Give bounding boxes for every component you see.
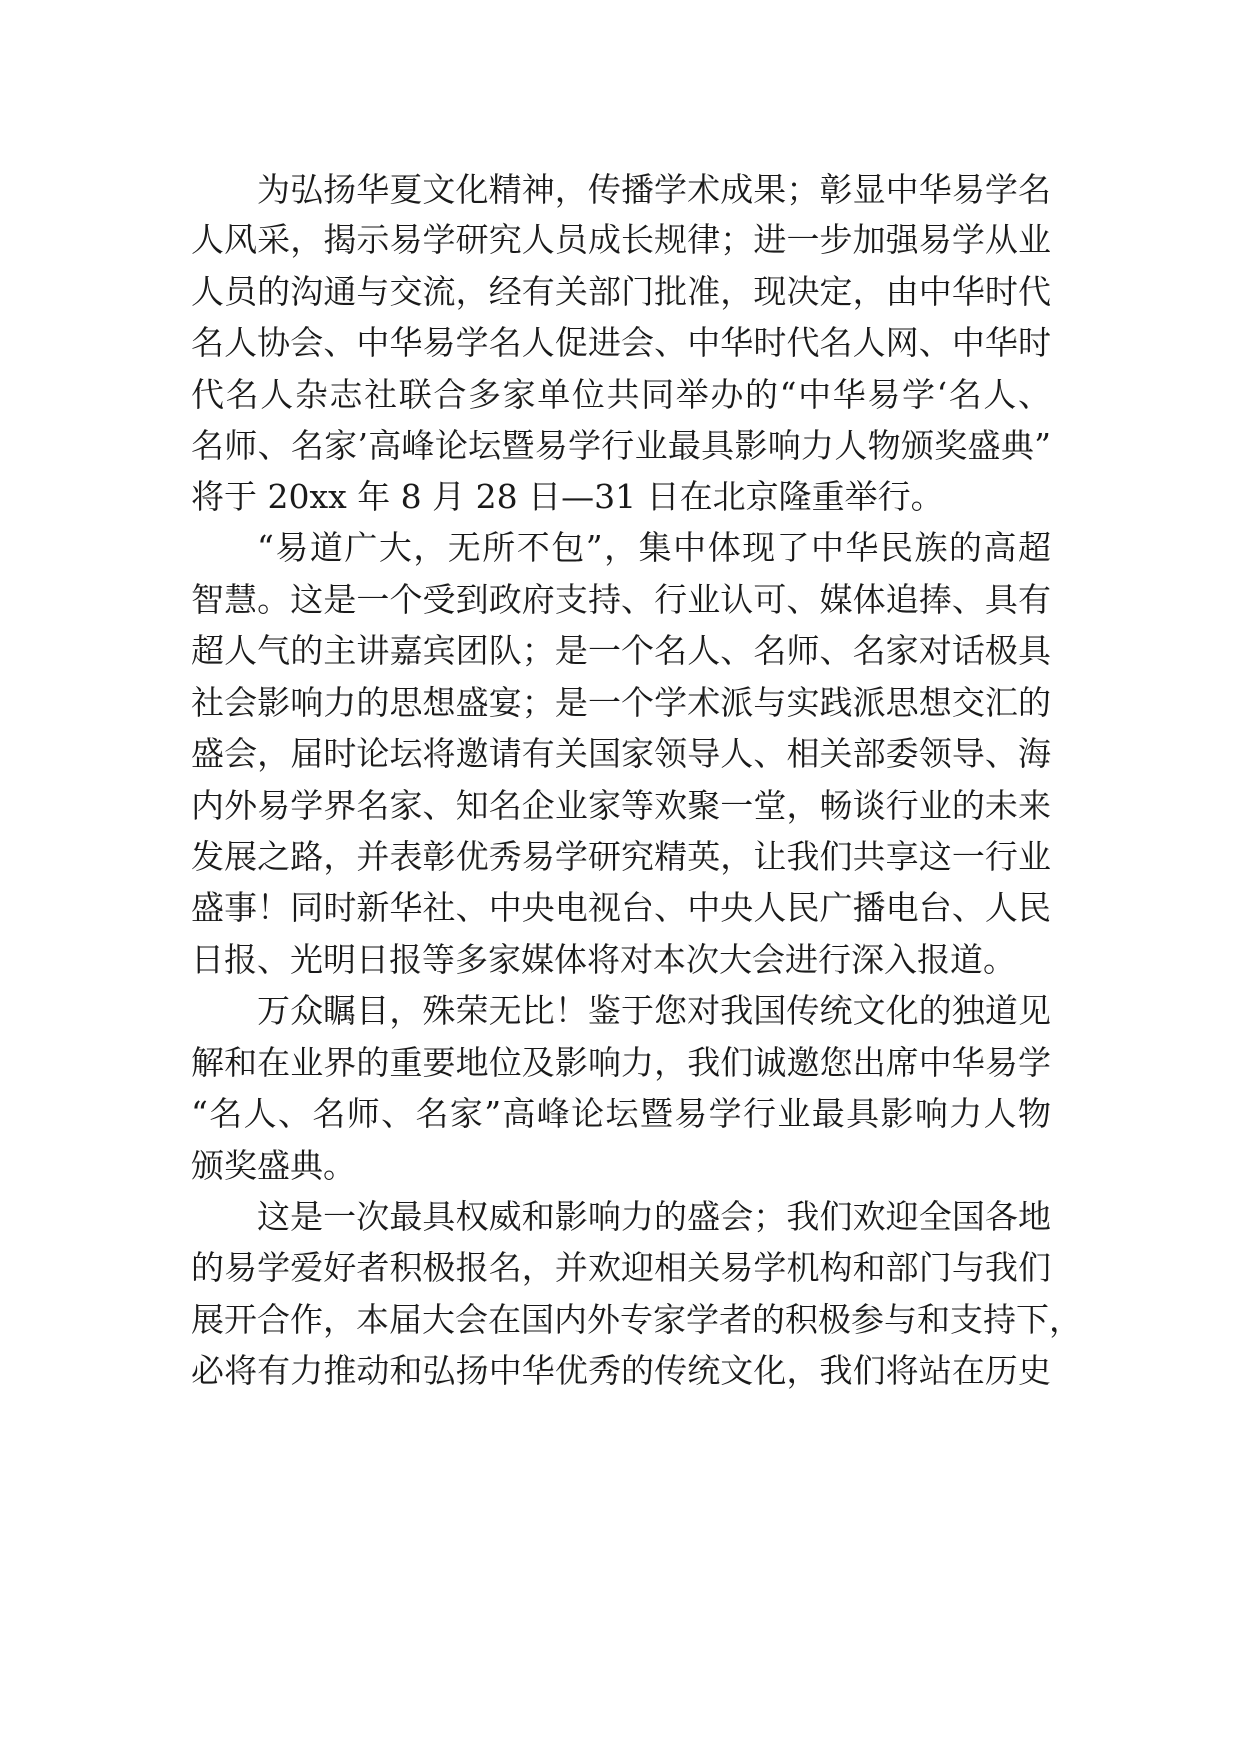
text-line: 名师、名家’高峰论坛暨易学行业最具影响力人物颁奖盛典”	[191, 426, 1051, 465]
text-line: 必将有力推动和弘扬中华优秀的传统文化，我们将站在历史	[191, 1351, 1051, 1390]
text-line: 超人气的主讲嘉宾团队；是一个名人、名师、名家对话极具	[191, 631, 1051, 670]
text-line: 社会影响力的思想盛宴；是一个学术派与实践派思想交汇的	[191, 683, 1051, 722]
text-line: 盛事！同时新华社、中央电视台、中央人民广播电台、人民	[191, 888, 1051, 927]
text-line: 代名人杂志社联合多家单位共同举办的“中华易学‘名人、	[191, 375, 1051, 414]
text-line: 人员的沟通与交流，经有关部门批准，现决定，由中华时代	[191, 272, 1051, 311]
text-line: 颁奖盛典。	[191, 1146, 356, 1185]
text-line: 盛会，届时论坛将邀请有关国家领导人、相关部委领导、海	[191, 734, 1051, 773]
text-line: 这是一次最具权威和影响力的盛会；我们欢迎全国各地	[257, 1197, 1051, 1236]
text-line: 为弘扬华夏文化精神，传播学术成果；彰显中华易学名	[257, 170, 1051, 209]
text-line: 人风采，揭示易学研究人员成长规律；进一步加强易学从业	[191, 220, 1051, 259]
text-line: 的易学爱好者积极报名，并欢迎相关易学机构和部门与我们	[191, 1248, 1051, 1287]
text-line: 将于 20xx 年 8 月 28 日—31 日在北京隆重举行。	[191, 477, 944, 516]
text-line: 智慧。这是一个受到政府支持、行业认可、媒体追捧、具有	[191, 580, 1051, 619]
text-line: 展开合作，本届大会在国内外专家学者的积极参与和支持下，	[191, 1300, 1082, 1339]
text-line: “易道广大，无所不包”，集中体现了中华民族的高超	[257, 528, 1051, 567]
text-line: “名人、名师、名家”高峰论坛暨易学行业最具影响力人物	[191, 1094, 1051, 1133]
text-line: 内外易学界名家、知名企业家等欢聚一堂，畅谈行业的未来	[191, 786, 1051, 825]
text-line: 日报、光明日报等多家媒体将对本次大会进行深入报道。	[191, 940, 1016, 979]
text-line: 万众瞩目，殊荣无比！鉴于您对我国传统文化的独道见	[257, 991, 1051, 1030]
text-line: 解和在业界的重要地位及影响力，我们诚邀您出席中华易学	[191, 1043, 1051, 1082]
text-line: 名人协会、中华易学名人促进会、中华时代名人网、中华时	[191, 323, 1051, 362]
text-line: 发展之路，并表彰优秀易学研究精英，让我们共享这一行业	[191, 837, 1051, 876]
